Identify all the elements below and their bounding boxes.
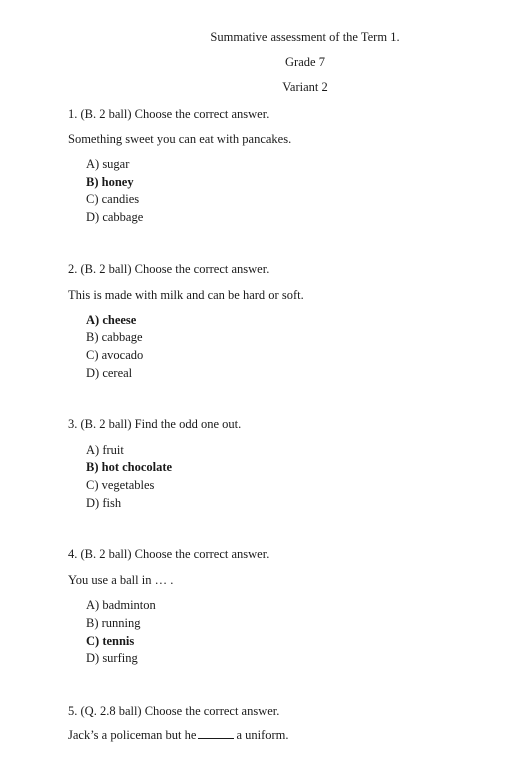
question-3-heading: 3. (B. 2 ball) Find the odd one out. bbox=[68, 417, 242, 431]
question-1-heading: 1. (B. 2 ball) Choose the correct answer. bbox=[68, 107, 270, 121]
question-3-option-a: A) fruit bbox=[86, 443, 124, 457]
question-1-option-b: B) honey bbox=[86, 175, 134, 189]
question-2-option-a: A) cheese bbox=[86, 313, 137, 327]
question-4-option-a: A) badminton bbox=[86, 598, 156, 612]
question-1-option-a: A) sugar bbox=[86, 157, 130, 171]
question-3-option-d: D) fish bbox=[86, 496, 122, 510]
question-5-prompt bbox=[68, 728, 289, 742]
question-1-option-d: D) cabbage bbox=[86, 210, 144, 224]
question-2-option-d: D) cereal bbox=[86, 366, 133, 380]
question-4-option-c: C) tennis bbox=[86, 634, 135, 648]
answer-blank[interactable] bbox=[198, 728, 234, 739]
grade-label: Grade 7 bbox=[285, 55, 325, 69]
question-4-prompt: You use a ball in … . bbox=[68, 573, 174, 587]
question-2-prompt: This is made with milk and can be hard or soft. bbox=[68, 288, 304, 302]
question-3-option-b: B) hot chocolate bbox=[86, 460, 173, 474]
question-2-heading: 2. (B. 2 ball) Choose the correct answer. bbox=[68, 262, 270, 276]
question-5-prompt-start: Jack’s a policeman but he bbox=[68, 728, 197, 742]
question-2-option-c: C) avocado bbox=[86, 348, 144, 362]
question-3-option-c: C) vegetables bbox=[86, 478, 155, 492]
question-1-option-c: C) candies bbox=[86, 192, 140, 206]
question-5-prompt-end: a uniform. bbox=[236, 728, 289, 742]
question-4-heading: 4. (B. 2 ball) Choose the correct answer. bbox=[68, 547, 270, 561]
question-1-prompt: Something sweet you can eat with pancakes. bbox=[68, 132, 292, 146]
question-4-option-b: B) running bbox=[86, 616, 141, 630]
question-5-heading: 5. (Q. 2.8 ball) Choose the correct answer. bbox=[68, 704, 280, 718]
question-4-option-d: D) surfing bbox=[86, 651, 138, 665]
document-title: Summative assessment of the Term 1. bbox=[210, 30, 400, 44]
question-2-option-b: B) cabbage bbox=[86, 330, 143, 344]
variant-label: Variant 2 bbox=[282, 80, 328, 94]
